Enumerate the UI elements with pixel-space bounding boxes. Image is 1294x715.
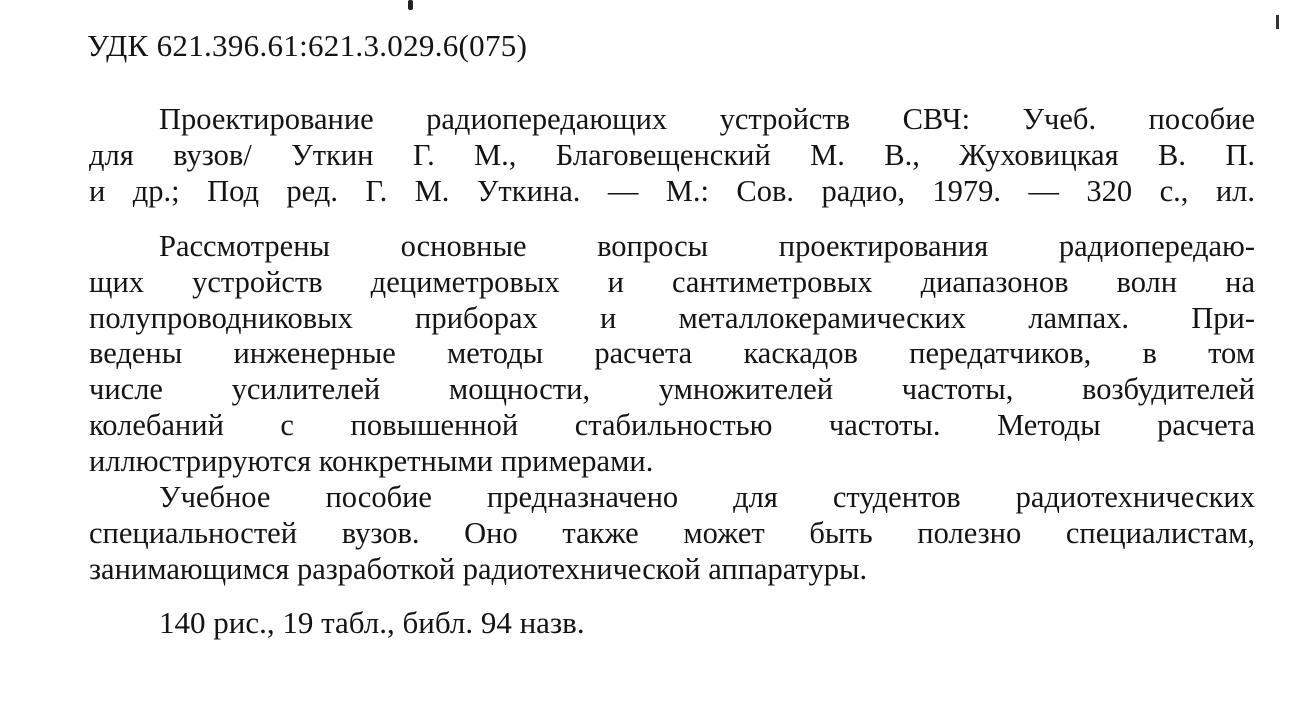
abstract-paragraph: [89, 480, 1255, 587]
abstract-line: щих устройств дециметровых и сантиметровых диапазонов волн на: [89, 264, 1255, 299]
abstract-line: ведены инженерные методы расчета каскадов передатчиков, в том: [89, 336, 1255, 371]
abstract-line: Учебное пособие предназначено для студентов радиотехнических: [159, 480, 1255, 514]
abstract-line: числе усилителей мощности, умножителей частоты, возбудителей: [89, 372, 1255, 407]
publication-stats: 140 рис., 19 табл., библ. 94 назв.: [159, 605, 585, 640]
bibliography-line: для вузов/ Уткин Г. М., Благовещенский М. В., Жуховицкая В. П.: [89, 137, 1255, 172]
bibliography-line: Проектирование радиопередающих устройств СВЧ: Учеб. пособие: [159, 102, 1255, 136]
abstract-line: специальностей вузов. Оно также может быть полезно специалистам,: [89, 515, 1255, 550]
abstract-paragraph: [89, 229, 1255, 480]
abstract-line: полупроводниковых приборах и металлокерамических лампах. При-: [89, 300, 1255, 335]
udc-code: УДК 621.396.61:621.3.029.6(075): [87, 28, 528, 63]
scan-artifact-mark: [1276, 15, 1279, 29]
scan-artifact-mark: [408, 0, 413, 10]
bibliographic-description: [89, 102, 1255, 209]
abstract-line: колебаний с повышенной стабильностью частоты. Методы расчета: [89, 407, 1255, 442]
abstract-line: Рассмотрены основные вопросы проектирования радиопередаю-: [159, 229, 1255, 263]
abstract-line: иллюстрируются конкретными примерами.: [89, 443, 654, 478]
abstract-line: занимающимся разработкой радиотехнической аппаратуры.: [89, 551, 868, 586]
bibliography-line: и др.; Под ред. Г. М. Уткина. — М.: Сов. радио, 1979. — 320 с., ил.: [89, 173, 1255, 208]
